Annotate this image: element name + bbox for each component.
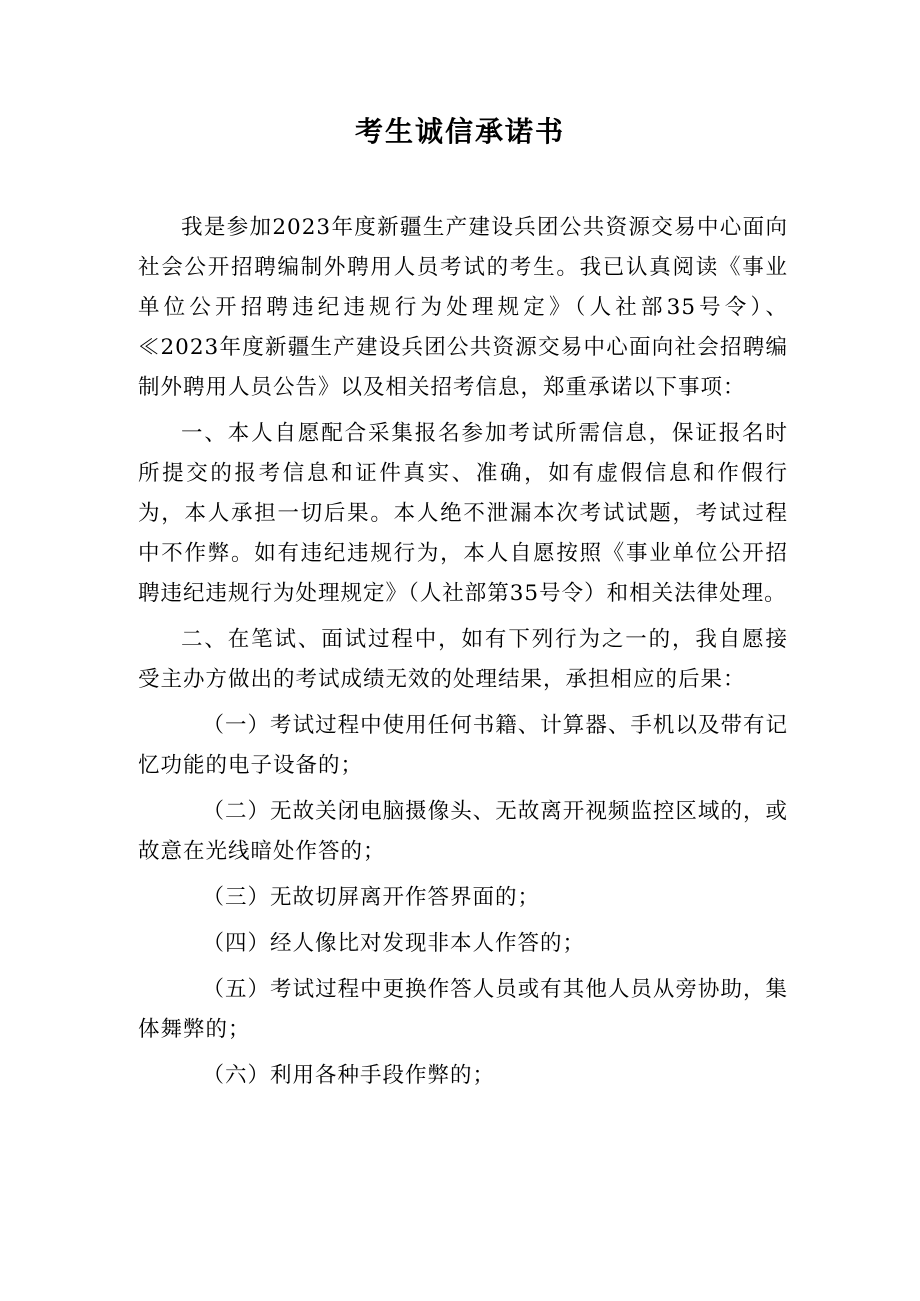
list-item: （三）无故切屏离开作答界面的；	[202, 885, 541, 910]
clause-one-paragraph: 一、本人自愿配合采集报名参加考试所需信息，保证报名时所提交的报考信息和证件真实、准确，如有虚假信息和作假行为，本人承担一切后果。本人绝不泄漏本次考试试题，考试过程中不作弊。如有违纪违规行为，本人自愿按照《事业单位公开招聘违纪违规行为处理规定》（人社部第35号令）和相关法律处理。	[138, 421, 788, 606]
list-item: （二）无故关闭电脑摄像头、无故离开视频监控区域的，或故意在光线暗处作答的；	[138, 799, 788, 864]
intro-paragraph: 我是参加2023年度新疆生产建设兵团公共资源交易中心面向社会公开招聘编制外聘用人员考试的考生。我已认真阅读《事业单位公开招聘违纪违规行为处理规定》（人社部35号令）、≪2023年度新疆生产建设兵团公共资源交易中心面向社会招聘编制外聘用人员公告》以及相关招考信息，郑重承诺以下事项：	[138, 215, 788, 400]
clause-two-paragraph: 二、在笔试、面试过程中，如有下列行为之一的，我自愿接受主办方做出的考试成绩无效的处理结果，承担相应的后果：	[138, 627, 788, 692]
document-title: 考生诚信承诺书	[354, 115, 565, 148]
list-item: （一）考试过程中使用任何书籍、计算器、手机以及带有记忆功能的电子设备的；	[138, 713, 788, 778]
list-item: （四）经人像比对发现非本人作答的；	[202, 931, 586, 956]
document-body	[138, 208, 788, 1102]
list-item: （六）利用各种手段作弊的；	[202, 1063, 496, 1088]
list-item: （五）考试过程中更换作答人员或有其他人员从旁协助，集体舞弊的；	[138, 977, 788, 1042]
